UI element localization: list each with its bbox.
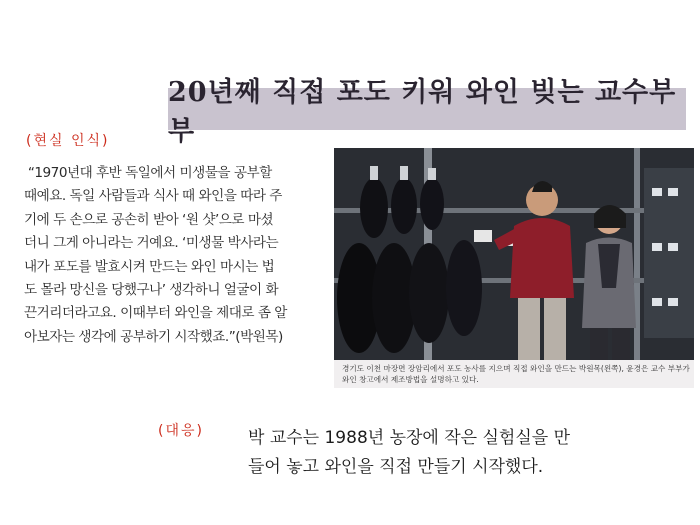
label-recognition: (현실 인식): [26, 133, 110, 149]
response-text: 박 교수는 1988년 농장에 작은 실험실을 만 들어 놓고 와인을 직접 만들기 시작했다.: [248, 428, 571, 477]
headline-banner: [168, 77, 686, 147]
photo-illustration: [334, 148, 694, 360]
photo-caption: 경기도 이천 마장면 장암리에서 포도 농사를 지으며 직접 와인을 만드는 박원목(왼쪽), 윤경은 교수 부부가 와인 창고에서 제조방법을 설명하고 있다.: [334, 360, 694, 388]
headline-text: 20년째 직접 포도 키워 와인 빚는 교수부부: [168, 77, 677, 147]
article-quote: “1970년대 후반 독일에서 미생물을 공부할 때예요. 독일 사람들과 식사 때 와인을 따라 주 기에 두 손으로 공손히 받아 ‘원 샷’으로 마셨 더니 그게 아니라는 거예요. ‘미생물 박사라는 내가 포도를 발효시켜 만드는 와인 마시는 법 도 몰라 망신을 당했구나’ 생각하니 얼굴이 화 끈거리더라고요. 이때부터 와인을 제대로 좀 알 아보자는 생각에 공부하기 시작했죠.”(박원목): [24, 165, 287, 345]
news-photo: [334, 148, 694, 360]
label-response: (대응): [158, 423, 204, 439]
